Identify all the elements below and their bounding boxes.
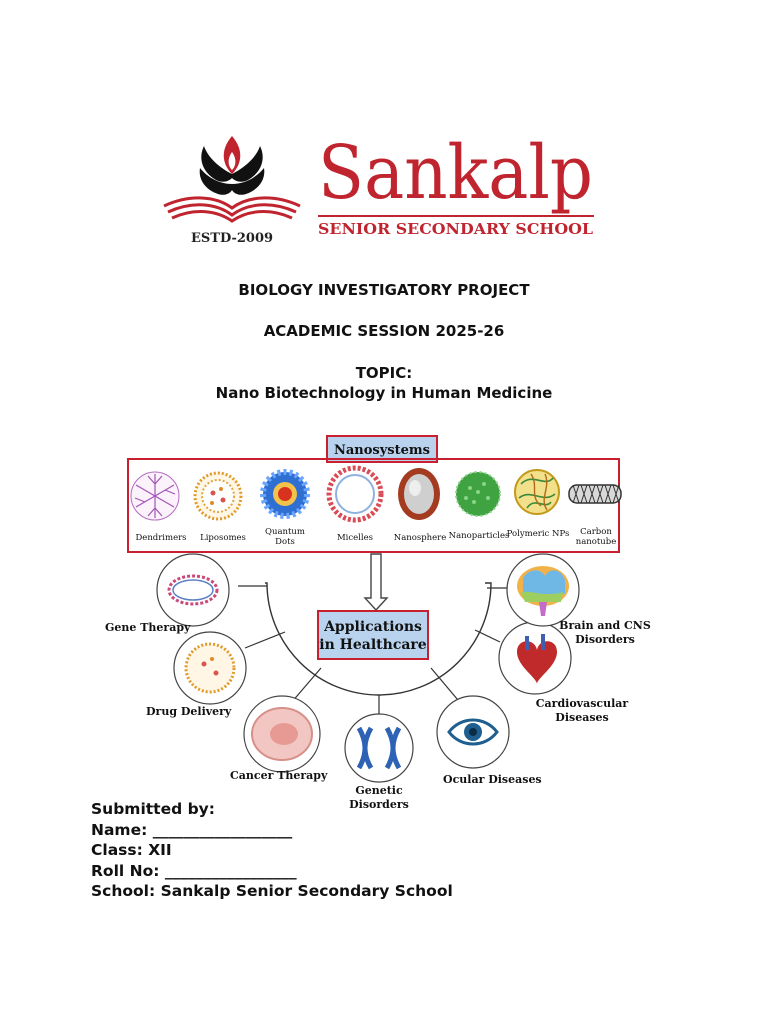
cancer-therapy-icon [244,696,320,772]
genetic-disorders-icon [345,714,413,782]
app-label-cancer-therapy: Cancer Therapy [230,769,328,782]
app-label-genetic: Genetic [355,784,403,797]
app-label-brain: Brain and CNS [559,619,651,632]
student-class: Class: XII [91,841,172,859]
nano-label-polymeric: Polymeric NPs [506,529,570,539]
down-arrow-icon [365,554,387,610]
school-logo [160,128,610,248]
app-label-ocular: Ocular Diseases [443,773,542,786]
drug-delivery-icon [174,632,246,704]
nanosystems-title: Nanosystems [334,443,430,458]
app-label-cardiovascular: Cardiovascular [535,697,629,710]
roll-number-field: Roll No: _________________ [91,861,297,880]
app-label-gene-therapy: Gene Therapy [105,621,191,634]
logo-estd: ESTD-2009 [190,231,274,246]
nano-label-nanotube: nanotube [575,537,617,547]
nano-label-liposomes: Liposomes [200,533,246,543]
gene-therapy-icon [157,554,229,626]
logo-subtitle: SENIOR SECONDARY SCHOOL [318,220,594,238]
nano-label-nanosphere: Nanosphere [393,533,447,543]
quantum-dot-icon [263,472,307,516]
logo-name: Sankalp [318,130,593,216]
nano-label-quantum: Quantum [265,527,305,537]
cardiovascular-icon [499,622,571,694]
polymeric-np-icon [515,470,559,514]
micelle-icon [329,468,381,520]
nano-label-nanoparticles: Nanoparticles [448,531,510,541]
submission-block [91,799,453,902]
app-label-drug-delivery: Drug Delivery [146,705,232,718]
dendrimer-icon [131,472,179,520]
carbon-nanotube-icon [569,485,621,503]
nano-label-carbon: Carbon [580,527,612,537]
app-label-brain-disorders: Disorders [575,633,635,646]
submitted-by-heading: Submitted by: [91,800,215,818]
liposome-icon [195,473,241,519]
nano-label-dots: Dots [275,537,295,547]
topic-label: TOPIC: [355,364,413,382]
brain-icon [507,554,579,626]
nano-label-dendrimers: Dendrimers [135,533,187,543]
school-name: School: Sankalp Senior Secondary School [91,882,453,900]
nanosphere-icon [398,468,440,520]
project-title: BIOLOGY INVESTIGATORY PROJECT [238,281,530,299]
app-label-cardio-diseases: Diseases [555,711,609,724]
topic-title: Nano Biotechnology in Human Medicine [215,384,553,402]
nano-label-micelles: Micelles [336,533,374,543]
app-label-disorders: Disorders [349,798,409,811]
academic-session: ACADEMIC SESSION 2025-26 [263,322,505,340]
nanosystems-diagram [105,430,651,815]
open-book-icon [164,198,300,221]
ocular-diseases-icon [437,696,509,768]
nanoparticle-icon [456,472,500,516]
applications-line1: Applications [324,619,422,635]
applications-line2: in Healthcare [319,637,427,653]
flame-emblem-icon [200,136,265,195]
student-name-field: Name: __________________ [91,820,293,839]
